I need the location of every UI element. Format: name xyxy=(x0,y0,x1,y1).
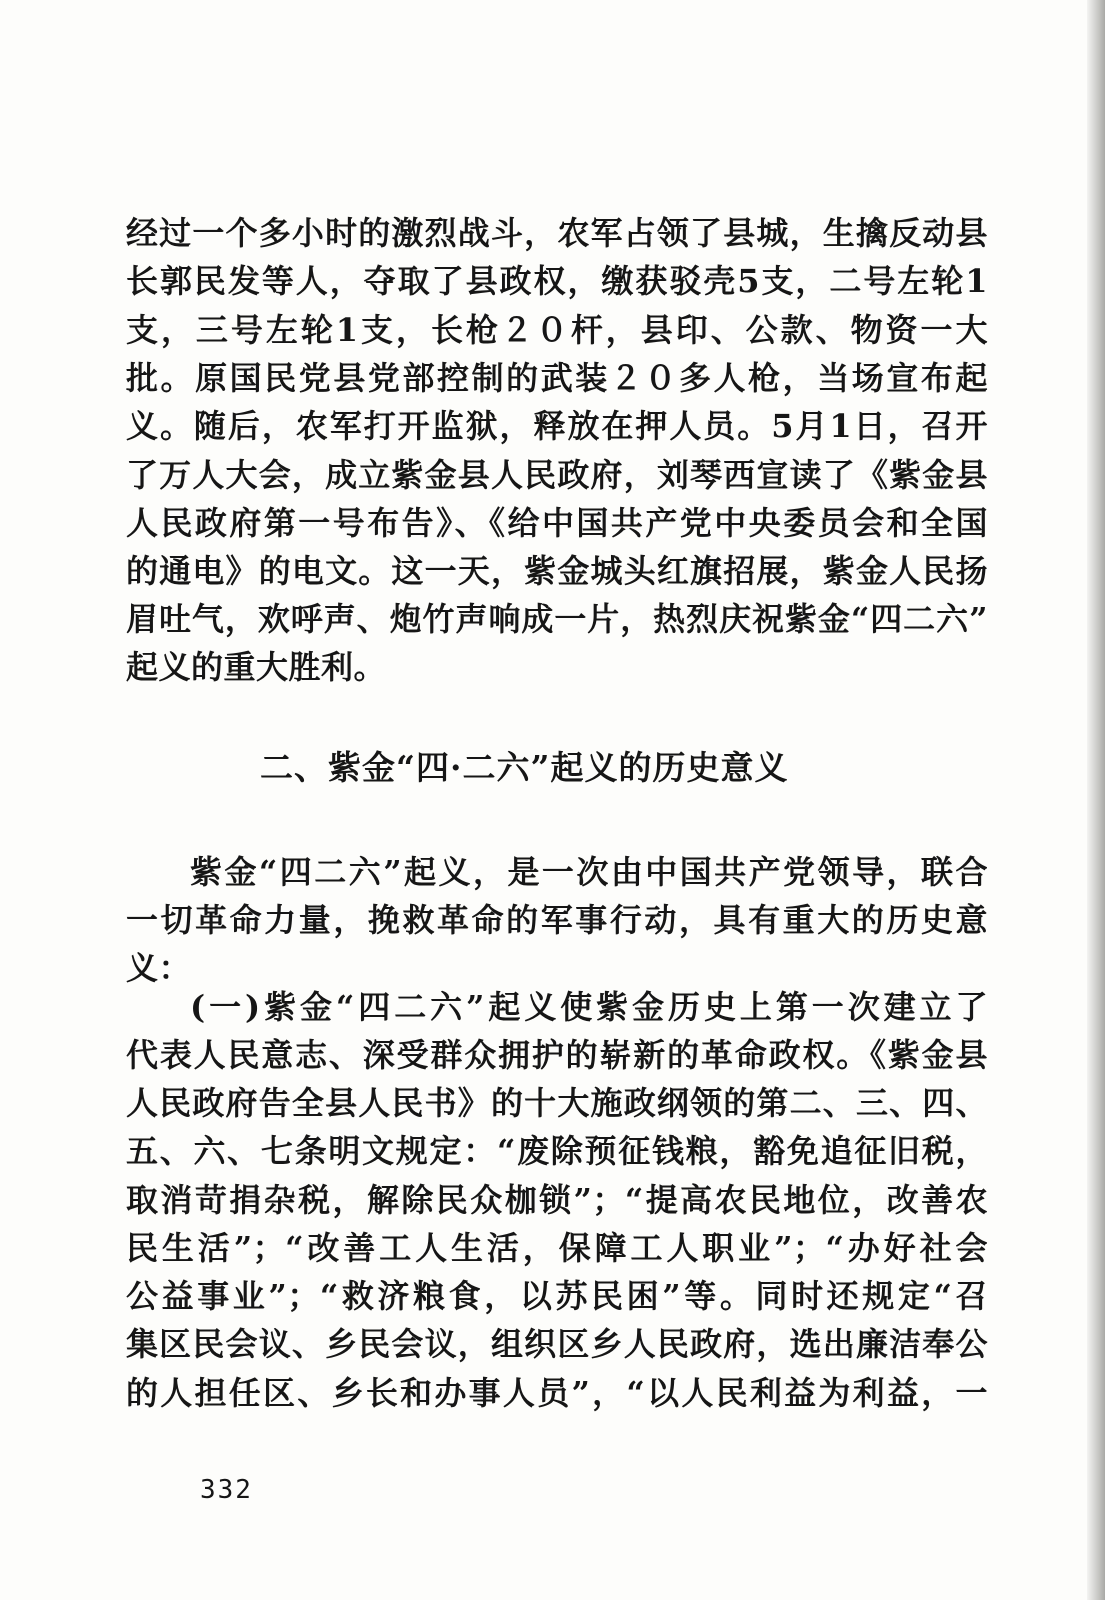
paragraph1-line: 批。原国民党县党部控制的武装２０多人枪，当场宣布起 xyxy=(126,359,988,397)
paragraph1-line: 眉吐气，欢呼声、炮竹声响成一片，热烈庆祝紫金“四二六” xyxy=(126,600,988,638)
section-heading: 二、紫金“四·二六”起义的历史意义 xyxy=(260,748,789,787)
paragraph3-line: 取消苛捐杂税，解除民众枷锁”；“提高农民地位，改善农 xyxy=(126,1181,988,1219)
paragraph1-line: 长郭民发等人，夺取了县政权，缴获驳壳5支，二号左轮1 xyxy=(126,262,988,300)
paragraph1-line: 义。随后，农军打开监狱，释放在押人员。5月1日，召开 xyxy=(126,407,988,445)
paragraph1-line: 人民政府第一号布告》、《给中国共产党中央委员会和全国 xyxy=(126,504,988,542)
paragraph2-line: 紫金“四二六”起义，是一次由中国共产党领导，联合 xyxy=(190,853,988,891)
scan-edge-shadow xyxy=(1087,0,1105,1600)
paragraph1-line: 的通电》的电文。这一天，紫金城头红旗招展，紫金人民扬 xyxy=(126,552,988,590)
paragraph1-line: 支，三号左轮1支，长枪２０杆，县印、公款、物资一大 xyxy=(126,311,988,349)
paragraph1-line: 经过一个多小时的激烈战斗，农军占领了县城，生擒反动县 xyxy=(126,214,988,252)
paragraph3-line: 代表人民意志、深受群众拥护的崭新的革命政权。《紫金县 xyxy=(126,1036,988,1074)
paragraph1-line: 了万人大会，成立紫金县人民政府，刘琴西宣读了《紫金县 xyxy=(126,456,988,494)
paragraph3-line: 集区民会议、乡民会议，组织区乡人民政府，选出廉洁奉公 xyxy=(126,1325,988,1363)
paragraph1-line: 起义的重大胜利。 xyxy=(126,648,387,686)
paragraph3-line: 的人担任区、乡长和办事人员”，“以人民利益为利益，一 xyxy=(126,1374,988,1412)
paragraph3-line: 公益事业”；“救济粮食，以苏民困”等。同时还规定“召 xyxy=(126,1277,988,1315)
paragraph3-line: 民生活”；“改善工人生活，保障工人职业”；“办好社会 xyxy=(126,1229,988,1267)
paragraph2-line: 一切革命力量，挽救革命的军事行动，具有重大的历史意 xyxy=(126,901,988,939)
page-number: 332 xyxy=(200,1475,253,1505)
paragraph3-line: 五、六、七条明文规定：“废除预征钱粮，豁免追征旧税， xyxy=(126,1132,988,1170)
paragraph3-line: (一)紫金“四二六”起义使紫金历史上第一次建立了 xyxy=(190,988,988,1026)
paragraph3-line: 人民政府告全县人民书》的十大施政纲领的第二、三、四、 xyxy=(126,1084,988,1122)
paragraph2-line: 义： xyxy=(126,949,192,987)
